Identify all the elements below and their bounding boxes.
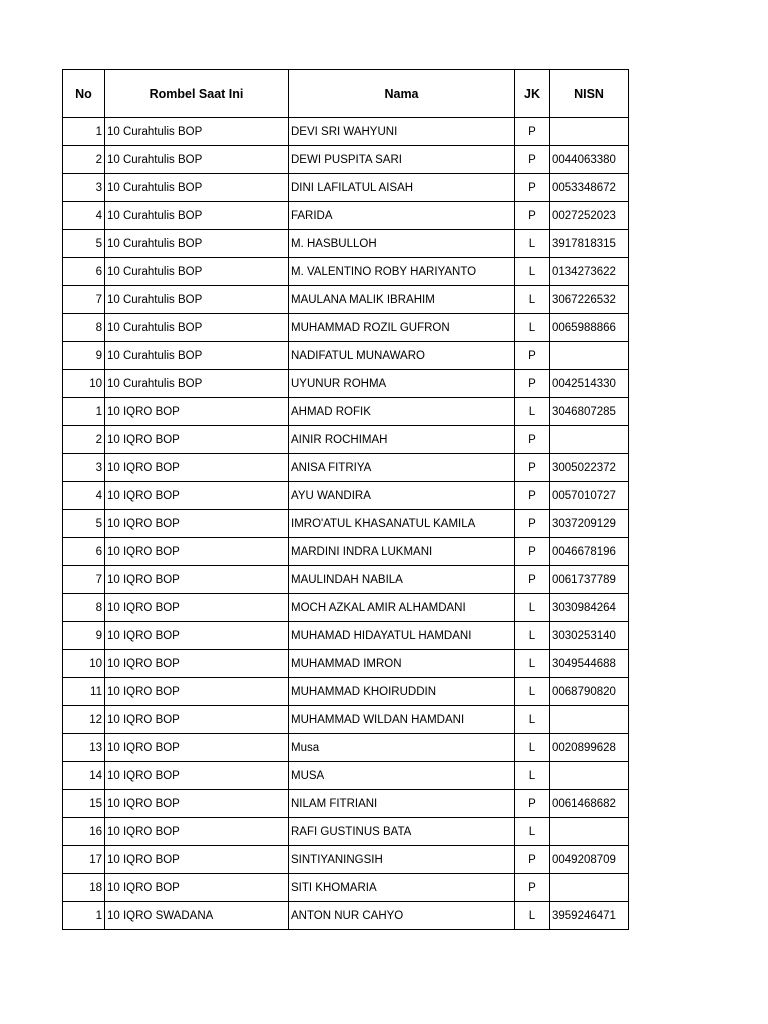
table-row (63, 846, 629, 874)
cell-rombel: 10 Curahtulis BOP (105, 314, 289, 342)
cell-rombel: 10 IQRO BOP (105, 398, 289, 426)
cell-nama: M. VALENTINO ROBY HARIYANTO (289, 258, 515, 286)
cell-jk: L (515, 706, 550, 734)
table-row (63, 314, 629, 342)
cell-jk: P (515, 846, 550, 874)
cell-nisn: 3959246471 (550, 902, 629, 930)
cell-nama: DEWI PUSPITA SARI (289, 146, 515, 174)
table-row (63, 874, 629, 902)
cell-rombel: 10 Curahtulis BOP (105, 258, 289, 286)
cell-no: 5 (63, 230, 105, 258)
cell-nisn (550, 426, 629, 454)
cell-jk: L (515, 678, 550, 706)
cell-rombel: 10 IQRO BOP (105, 874, 289, 902)
cell-jk: L (515, 286, 550, 314)
table-row (63, 286, 629, 314)
table-row (63, 370, 629, 398)
cell-nama: AHMAD ROFIK (289, 398, 515, 426)
cell-no: 2 (63, 426, 105, 454)
cell-rombel: 10 Curahtulis BOP (105, 174, 289, 202)
cell-nisn: 0061468682 (550, 790, 629, 818)
cell-nama: MUHAMAD HIDAYATUL HAMDANI (289, 622, 515, 650)
cell-nisn (550, 342, 629, 370)
cell-jk: P (515, 454, 550, 482)
cell-nama: NILAM FITRIANI (289, 790, 515, 818)
cell-rombel: 10 IQRO BOP (105, 482, 289, 510)
cell-nama: MUHAMMAD WILDAN HAMDANI (289, 706, 515, 734)
cell-nama: DINI LAFILATUL AISAH (289, 174, 515, 202)
cell-nama: ANTON NUR CAHYO (289, 902, 515, 930)
cell-rombel: 10 IQRO BOP (105, 566, 289, 594)
cell-rombel: 10 IQRO BOP (105, 426, 289, 454)
cell-rombel: 10 IQRO BOP (105, 846, 289, 874)
cell-nama: Musa (289, 734, 515, 762)
cell-nama: NADIFATUL MUNAWARO (289, 342, 515, 370)
header-row (63, 70, 629, 118)
cell-nama: MUHAMMAD IMRON (289, 650, 515, 678)
table-row (63, 174, 629, 202)
cell-no: 7 (63, 286, 105, 314)
cell-nisn (550, 818, 629, 846)
cell-rombel: 10 Curahtulis BOP (105, 230, 289, 258)
cell-jk: P (515, 146, 550, 174)
cell-nisn: 0053348672 (550, 174, 629, 202)
cell-nisn: 0020899628 (550, 734, 629, 762)
cell-nisn: 3005022372 (550, 454, 629, 482)
cell-nisn: 3030253140 (550, 622, 629, 650)
cell-nama: AINIR ROCHIMAH (289, 426, 515, 454)
cell-no: 1 (63, 118, 105, 146)
cell-jk: P (515, 370, 550, 398)
cell-nisn (550, 706, 629, 734)
cell-jk: L (515, 258, 550, 286)
cell-nisn: 0027252023 (550, 202, 629, 230)
header-rombel: Rombel Saat Ini (105, 70, 289, 118)
cell-rombel: 10 Curahtulis BOP (105, 146, 289, 174)
cell-rombel: 10 Curahtulis BOP (105, 286, 289, 314)
cell-nisn: 0046678196 (550, 538, 629, 566)
cell-jk: P (515, 202, 550, 230)
cell-rombel: 10 IQRO BOP (105, 510, 289, 538)
cell-nisn: 3067226532 (550, 286, 629, 314)
cell-rombel: 10 IQRO BOP (105, 454, 289, 482)
cell-nama: SINTIYANINGSIH (289, 846, 515, 874)
table-row (63, 566, 629, 594)
cell-nama: MUSA (289, 762, 515, 790)
header-jk: JK (515, 70, 550, 118)
table-row (63, 230, 629, 258)
cell-nama: ANISA FITRIYA (289, 454, 515, 482)
cell-no: 15 (63, 790, 105, 818)
table-row (63, 342, 629, 370)
cell-no: 2 (63, 146, 105, 174)
cell-rombel: 10 IQRO BOP (105, 650, 289, 678)
cell-jk: P (515, 118, 550, 146)
cell-nama: AYU WANDIRA (289, 482, 515, 510)
cell-nisn: 0065988866 (550, 314, 629, 342)
cell-jk: P (515, 342, 550, 370)
table-row (63, 146, 629, 174)
cell-rombel: 10 Curahtulis BOP (105, 342, 289, 370)
cell-nisn (550, 874, 629, 902)
cell-rombel: 10 IQRO BOP (105, 622, 289, 650)
cell-no: 6 (63, 538, 105, 566)
cell-nama: FARIDA (289, 202, 515, 230)
cell-nisn: 0049208709 (550, 846, 629, 874)
table-row (63, 538, 629, 566)
cell-nisn (550, 118, 629, 146)
cell-no: 10 (63, 650, 105, 678)
cell-no: 4 (63, 202, 105, 230)
table-header (63, 70, 629, 118)
table-row (63, 818, 629, 846)
cell-nisn: 0061737789 (550, 566, 629, 594)
cell-jk: L (515, 734, 550, 762)
cell-jk: P (515, 790, 550, 818)
cell-no: 11 (63, 678, 105, 706)
cell-no: 8 (63, 594, 105, 622)
student-roster-table (62, 69, 629, 930)
cell-jk: P (515, 566, 550, 594)
cell-no: 9 (63, 342, 105, 370)
header-nisn: NISN (550, 70, 629, 118)
cell-nisn: 0068790820 (550, 678, 629, 706)
cell-nisn: 3030984264 (550, 594, 629, 622)
cell-jk: L (515, 650, 550, 678)
cell-rombel: 10 IQRO BOP (105, 678, 289, 706)
cell-nisn: 3049544688 (550, 650, 629, 678)
cell-jk: P (515, 510, 550, 538)
cell-jk: P (515, 174, 550, 202)
cell-rombel: 10 IQRO BOP (105, 762, 289, 790)
cell-no: 6 (63, 258, 105, 286)
cell-jk: L (515, 762, 550, 790)
cell-no: 12 (63, 706, 105, 734)
cell-nama: MUHAMMAD ROZIL GUFRON (289, 314, 515, 342)
table-row (63, 902, 629, 930)
cell-no: 7 (63, 566, 105, 594)
header-no: No (63, 70, 105, 118)
table-row (63, 118, 629, 146)
cell-nama: RAFI GUSTINUS BATA (289, 818, 515, 846)
cell-no: 18 (63, 874, 105, 902)
table-row (63, 622, 629, 650)
cell-rombel: 10 IQRO SWADANA (105, 902, 289, 930)
table-row (63, 426, 629, 454)
cell-no: 3 (63, 174, 105, 202)
header-nama: Nama (289, 70, 515, 118)
table-row (63, 734, 629, 762)
cell-nama: MAULINDAH NABILA (289, 566, 515, 594)
cell-nama: M. HASBULLOH (289, 230, 515, 258)
cell-rombel: 10 IQRO BOP (105, 594, 289, 622)
table-row (63, 678, 629, 706)
cell-rombel: 10 Curahtulis BOP (105, 202, 289, 230)
cell-jk: L (515, 230, 550, 258)
table-row (63, 454, 629, 482)
cell-nama: IMRO'ATUL KHASANATUL KAMILA (289, 510, 515, 538)
table-row (63, 398, 629, 426)
cell-rombel: 10 IQRO BOP (105, 818, 289, 846)
cell-jk: P (515, 426, 550, 454)
cell-no: 16 (63, 818, 105, 846)
cell-nama: UYUNUR ROHMA (289, 370, 515, 398)
cell-nisn (550, 762, 629, 790)
cell-nama: MAULANA MALIK IBRAHIM (289, 286, 515, 314)
cell-jk: L (515, 398, 550, 426)
table-row (63, 762, 629, 790)
cell-nama: DEVI SRI WAHYUNI (289, 118, 515, 146)
cell-no: 17 (63, 846, 105, 874)
table-body (63, 118, 629, 930)
cell-jk: P (515, 482, 550, 510)
cell-rombel: 10 IQRO BOP (105, 706, 289, 734)
cell-jk: P (515, 874, 550, 902)
cell-nama: MUHAMMAD KHOIRUDDIN (289, 678, 515, 706)
table-row (63, 706, 629, 734)
cell-jk: L (515, 622, 550, 650)
cell-nama: MOCH AZKAL AMIR ALHAMDANI (289, 594, 515, 622)
table-row (63, 482, 629, 510)
cell-jk: L (515, 818, 550, 846)
cell-nama: MARDINI INDRA LUKMANI (289, 538, 515, 566)
cell-no: 1 (63, 902, 105, 930)
cell-jk: L (515, 902, 550, 930)
cell-no: 3 (63, 454, 105, 482)
cell-no: 13 (63, 734, 105, 762)
table-row (63, 650, 629, 678)
table-row (63, 510, 629, 538)
cell-rombel: 10 IQRO BOP (105, 734, 289, 762)
cell-jk: L (515, 594, 550, 622)
cell-no: 4 (63, 482, 105, 510)
cell-no: 10 (63, 370, 105, 398)
cell-nisn: 0057010727 (550, 482, 629, 510)
cell-nisn: 0042514330 (550, 370, 629, 398)
cell-rombel: 10 Curahtulis BOP (105, 370, 289, 398)
table-row (63, 790, 629, 818)
cell-jk: P (515, 538, 550, 566)
cell-nisn: 3917818315 (550, 230, 629, 258)
cell-no: 9 (63, 622, 105, 650)
cell-rombel: 10 Curahtulis BOP (105, 118, 289, 146)
table-row (63, 258, 629, 286)
cell-rombel: 10 IQRO BOP (105, 790, 289, 818)
cell-no: 5 (63, 510, 105, 538)
cell-nama: SITI KHOMARIA (289, 874, 515, 902)
cell-no: 8 (63, 314, 105, 342)
cell-nisn: 0044063380 (550, 146, 629, 174)
cell-rombel: 10 IQRO BOP (105, 538, 289, 566)
cell-no: 14 (63, 762, 105, 790)
table-row (63, 594, 629, 622)
cell-nisn: 3046807285 (550, 398, 629, 426)
cell-no: 1 (63, 398, 105, 426)
cell-jk: L (515, 314, 550, 342)
cell-nisn: 3037209129 (550, 510, 629, 538)
cell-nisn: 0134273622 (550, 258, 629, 286)
table-row (63, 202, 629, 230)
